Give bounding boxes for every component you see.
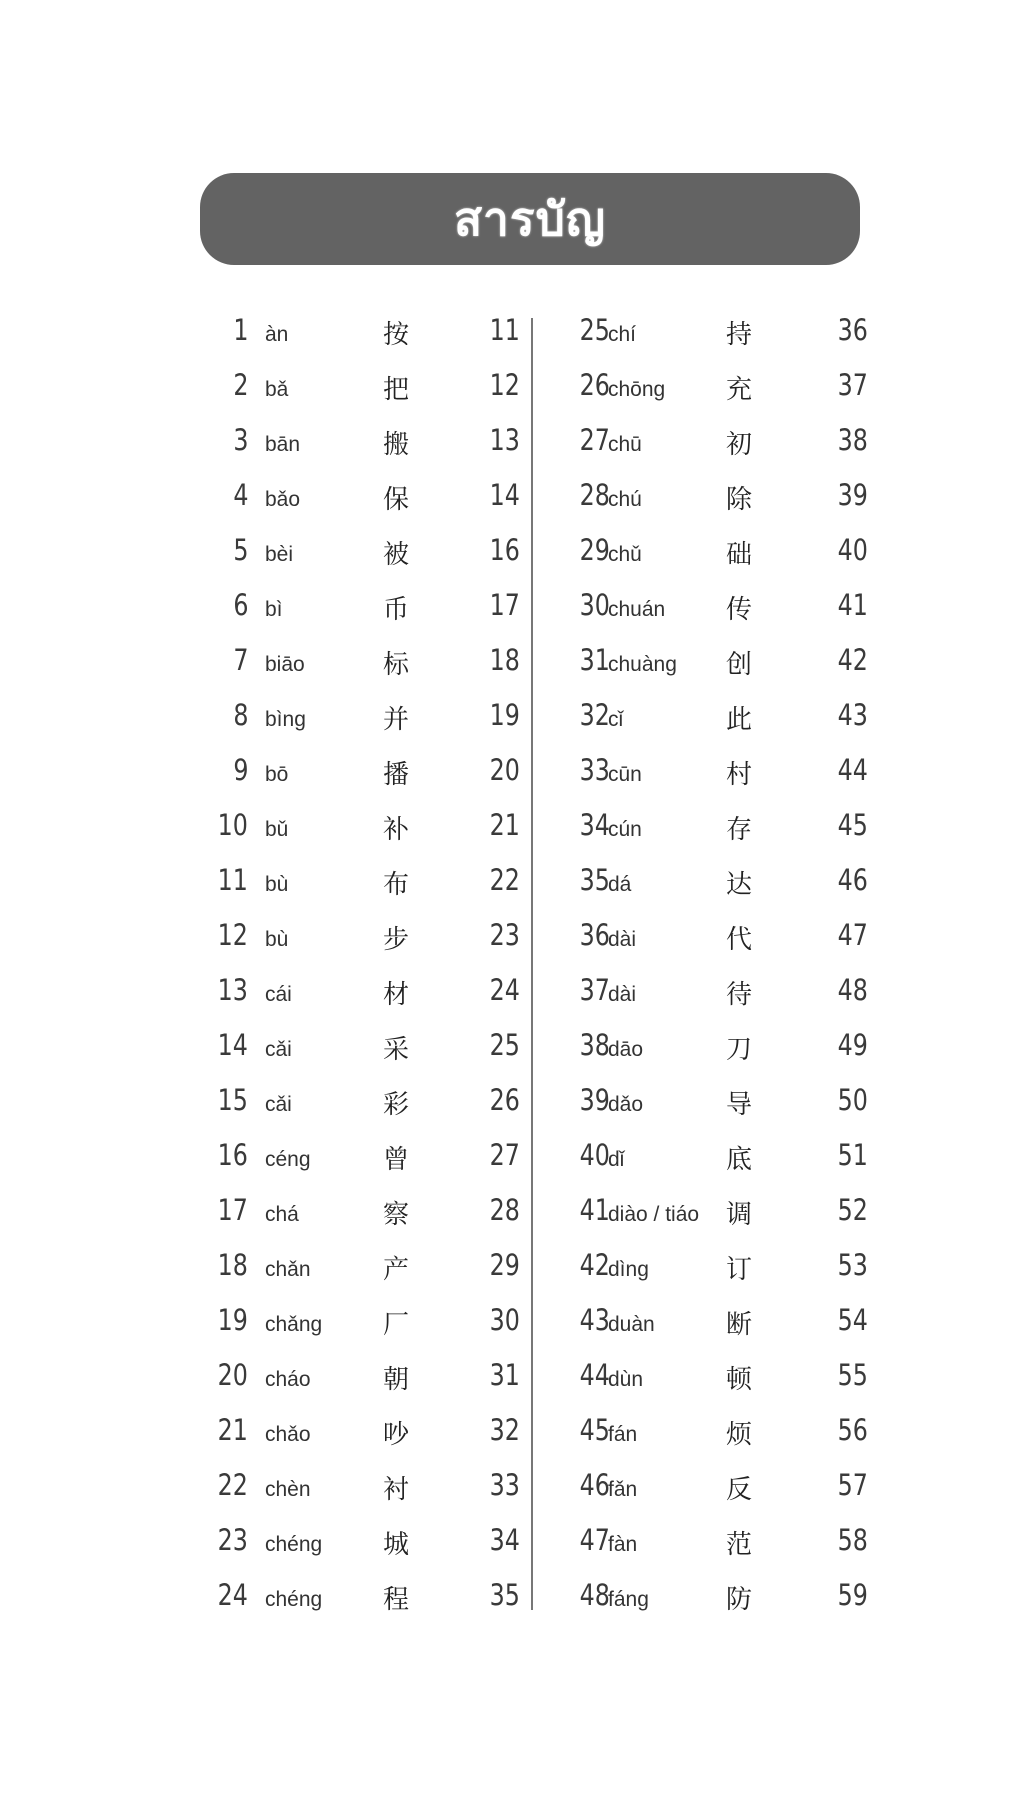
entry-page-number: 23 bbox=[489, 918, 520, 952]
toc-entry[interactable] bbox=[200, 1130, 520, 1185]
entry-character: 持 bbox=[726, 320, 753, 350]
entry-page-number: 12 bbox=[489, 368, 520, 402]
entry-number: 43 bbox=[579, 1303, 610, 1337]
entry-pinyin: cháo bbox=[265, 1368, 311, 1391]
entry-character: 城 bbox=[383, 1530, 410, 1560]
entry-character: 调 bbox=[726, 1200, 753, 1230]
entry-pinyin: chéng bbox=[265, 1533, 323, 1556]
entry-page-number: 57 bbox=[837, 1468, 868, 1502]
entry-pinyin: chǎng bbox=[265, 1313, 323, 1336]
entry-number: 40 bbox=[579, 1138, 610, 1172]
entry-pinyin: chǎo bbox=[265, 1423, 311, 1446]
entry-pinyin: dǐ bbox=[608, 1148, 625, 1171]
entry-character: 达 bbox=[726, 870, 753, 900]
entry-page-number: 26 bbox=[489, 1083, 520, 1117]
toc-entry[interactable] bbox=[548, 1295, 868, 1350]
entry-page-number: 33 bbox=[489, 1468, 520, 1502]
entry-character: 币 bbox=[383, 595, 410, 625]
entry-pinyin: cǎi bbox=[265, 1038, 292, 1061]
entry-number: 22 bbox=[217, 1468, 248, 1502]
entry-number: 42 bbox=[579, 1248, 610, 1282]
entry-number: 24 bbox=[217, 1578, 248, 1612]
entry-number: 5 bbox=[232, 533, 248, 567]
entry-character: 厂 bbox=[383, 1310, 410, 1340]
entry-page-number: 49 bbox=[837, 1028, 868, 1062]
toc-entry[interactable] bbox=[548, 1185, 868, 1240]
entry-pinyin: dùn bbox=[608, 1368, 644, 1391]
toc-entry[interactable] bbox=[200, 910, 520, 965]
entry-number: 6 bbox=[232, 588, 248, 622]
entry-character: 初 bbox=[726, 430, 753, 460]
entry-page-number: 13 bbox=[489, 423, 520, 457]
entry-character: 创 bbox=[726, 650, 753, 680]
entry-pinyin: dá bbox=[608, 873, 632, 896]
toc-entry[interactable] bbox=[548, 1075, 868, 1130]
entry-page-number: 17 bbox=[489, 588, 520, 622]
entry-number: 37 bbox=[579, 973, 610, 1007]
toc-entry[interactable] bbox=[548, 1350, 868, 1405]
entry-page-number: 55 bbox=[837, 1358, 868, 1392]
toc-entry[interactable] bbox=[200, 855, 520, 910]
entry-page-number: 46 bbox=[837, 863, 868, 897]
entry-character: 曾 bbox=[383, 1145, 410, 1175]
entry-number: 9 bbox=[232, 753, 248, 787]
entry-pinyin: fǎn bbox=[608, 1478, 638, 1501]
entry-character: 除 bbox=[726, 485, 753, 515]
toc-entry[interactable] bbox=[548, 1240, 868, 1295]
entry-page-number: 35 bbox=[489, 1578, 520, 1612]
entry-pinyin: dāo bbox=[608, 1038, 644, 1061]
entry-pinyin: chǎn bbox=[265, 1258, 311, 1281]
entry-number: 21 bbox=[217, 1413, 248, 1447]
entry-pinyin: fàn bbox=[608, 1533, 638, 1556]
entry-pinyin: dài bbox=[608, 983, 637, 1006]
entry-page-number: 14 bbox=[489, 478, 520, 512]
entry-character: 并 bbox=[383, 705, 410, 735]
toc-entry[interactable] bbox=[548, 1405, 868, 1460]
entry-number: 16 bbox=[217, 1138, 248, 1172]
entry-number: 48 bbox=[579, 1578, 610, 1612]
entry-character: 产 bbox=[383, 1255, 410, 1285]
toc-entry[interactable] bbox=[200, 415, 520, 470]
entry-page-number: 31 bbox=[489, 1358, 520, 1392]
entry-page-number: 29 bbox=[489, 1248, 520, 1282]
entry-character: 采 bbox=[383, 1035, 410, 1065]
toc-entry[interactable] bbox=[200, 305, 520, 360]
entry-page-number: 40 bbox=[837, 533, 868, 567]
entry-page-number: 20 bbox=[489, 753, 520, 787]
entry-page-number: 52 bbox=[837, 1193, 868, 1227]
entry-number: 8 bbox=[232, 698, 248, 732]
toc-entry[interactable] bbox=[548, 1460, 868, 1515]
entry-number: 47 bbox=[579, 1523, 610, 1557]
entry-pinyin: chá bbox=[265, 1203, 299, 1226]
entry-character: 导 bbox=[726, 1090, 753, 1120]
entry-character: 吵 bbox=[383, 1420, 410, 1450]
toc-entry[interactable] bbox=[200, 1240, 520, 1295]
entry-page-number: 22 bbox=[489, 863, 520, 897]
entry-page-number: 39 bbox=[837, 478, 868, 512]
toc-entry[interactable] bbox=[200, 1075, 520, 1130]
entry-pinyin: bì bbox=[265, 598, 283, 621]
entry-character: 搬 bbox=[383, 430, 410, 460]
entry-character: 断 bbox=[726, 1310, 753, 1340]
entry-number: 26 bbox=[579, 368, 610, 402]
entry-number: 31 bbox=[579, 643, 610, 677]
toc-entry[interactable] bbox=[200, 965, 520, 1020]
toc-entry[interactable] bbox=[200, 580, 520, 635]
entry-character: 顿 bbox=[726, 1365, 753, 1395]
entry-page-number: 32 bbox=[489, 1413, 520, 1447]
entry-number: 1 bbox=[232, 313, 248, 347]
toc-entry[interactable] bbox=[200, 360, 520, 415]
entry-number: 35 bbox=[579, 863, 610, 897]
entry-pinyin: bèi bbox=[265, 543, 294, 566]
entry-character: 按 bbox=[383, 320, 410, 350]
entry-number: 32 bbox=[579, 698, 610, 732]
entry-pinyin: cǎi bbox=[265, 1093, 292, 1116]
entry-pinyin: chuán bbox=[608, 598, 666, 621]
toc-entry[interactable] bbox=[548, 965, 868, 1020]
entry-pinyin: dǎo bbox=[608, 1093, 644, 1116]
toc-entry[interactable] bbox=[200, 745, 520, 800]
toc-entry[interactable] bbox=[548, 745, 868, 800]
entry-character: 被 bbox=[383, 540, 410, 570]
column-divider bbox=[531, 318, 533, 1610]
entry-character: 代 bbox=[726, 925, 753, 955]
entry-page-number: 34 bbox=[489, 1523, 520, 1557]
entry-character: 察 bbox=[383, 1200, 410, 1230]
entry-page-number: 24 bbox=[489, 973, 520, 1007]
entry-page-number: 50 bbox=[837, 1083, 868, 1117]
entry-character: 朝 bbox=[383, 1365, 410, 1395]
entry-page-number: 42 bbox=[837, 643, 868, 677]
toc-left-column bbox=[200, 305, 520, 1625]
toc-right-column bbox=[548, 305, 868, 1625]
entry-character: 保 bbox=[383, 485, 410, 515]
entry-number: 18 bbox=[217, 1248, 248, 1282]
entry-character: 底 bbox=[726, 1145, 753, 1175]
entry-pinyin: chéng bbox=[265, 1588, 323, 1611]
entry-pinyin: bǎ bbox=[265, 378, 289, 401]
entry-pinyin: chǔ bbox=[608, 543, 642, 566]
entry-character: 烦 bbox=[726, 1420, 753, 1450]
entry-number: 30 bbox=[579, 588, 610, 622]
entry-character: 刀 bbox=[726, 1035, 753, 1065]
entry-character: 防 bbox=[726, 1585, 753, 1615]
entry-page-number: 36 bbox=[837, 313, 868, 347]
entry-pinyin: bǎo bbox=[265, 488, 301, 511]
entry-number: 39 bbox=[579, 1083, 610, 1117]
entry-character: 传 bbox=[726, 595, 753, 625]
toc-entry[interactable] bbox=[548, 690, 868, 745]
toc-entry[interactable] bbox=[548, 800, 868, 855]
entry-pinyin: dài bbox=[608, 928, 637, 951]
entry-page-number: 19 bbox=[489, 698, 520, 732]
entry-character: 衬 bbox=[383, 1475, 410, 1505]
entry-pinyin: bō bbox=[265, 763, 289, 786]
entry-pinyin: chuàng bbox=[608, 653, 677, 676]
entry-page-number: 21 bbox=[489, 808, 520, 842]
entry-page-number: 11 bbox=[489, 313, 520, 347]
entry-page-number: 27 bbox=[489, 1138, 520, 1172]
entry-page-number: 54 bbox=[837, 1303, 868, 1337]
toc-entry[interactable] bbox=[200, 690, 520, 745]
entry-character: 村 bbox=[726, 760, 753, 790]
entry-number: 33 bbox=[579, 753, 610, 787]
toc-entry[interactable] bbox=[548, 1020, 868, 1075]
entry-number: 36 bbox=[579, 918, 610, 952]
entry-pinyin: diào / tiáo bbox=[608, 1203, 700, 1226]
entry-number: 13 bbox=[217, 973, 248, 1007]
entry-pinyin: bìng bbox=[265, 708, 306, 731]
entry-number: 34 bbox=[579, 808, 610, 842]
entry-number: 3 bbox=[232, 423, 248, 457]
toc-entry[interactable] bbox=[200, 1405, 520, 1460]
entry-character: 材 bbox=[383, 980, 410, 1010]
entry-page-number: 37 bbox=[837, 368, 868, 402]
entry-character: 充 bbox=[726, 375, 753, 405]
entry-number: 19 bbox=[217, 1303, 248, 1337]
entry-pinyin: chèn bbox=[265, 1478, 311, 1501]
toc-entry[interactable] bbox=[548, 525, 868, 580]
toc-entry[interactable] bbox=[200, 1185, 520, 1240]
entry-pinyin: chú bbox=[608, 488, 642, 511]
entry-character: 步 bbox=[383, 925, 410, 955]
entry-character: 布 bbox=[383, 870, 410, 900]
entry-pinyin: cūn bbox=[608, 763, 642, 786]
entry-number: 12 bbox=[217, 918, 248, 952]
entry-number: 44 bbox=[579, 1358, 610, 1392]
entry-character: 待 bbox=[726, 980, 753, 1010]
page-title: สารบัญ bbox=[453, 191, 606, 246]
toc-entry[interactable] bbox=[548, 1515, 868, 1570]
entry-character: 播 bbox=[383, 760, 410, 790]
entry-number: 10 bbox=[217, 808, 248, 842]
toc-entry[interactable] bbox=[200, 470, 520, 525]
entry-page-number: 45 bbox=[837, 808, 868, 842]
entry-page-number: 58 bbox=[837, 1523, 868, 1557]
entry-number: 4 bbox=[232, 478, 248, 512]
entry-character: 彩 bbox=[383, 1090, 410, 1120]
entry-number: 38 bbox=[579, 1028, 610, 1062]
toc-entry[interactable] bbox=[200, 635, 520, 690]
toc-entry[interactable] bbox=[200, 1295, 520, 1350]
entry-page-number: 43 bbox=[837, 698, 868, 732]
toc-entry[interactable] bbox=[548, 1570, 868, 1625]
entry-number: 15 bbox=[217, 1083, 248, 1117]
entry-number: 20 bbox=[217, 1358, 248, 1392]
entry-page-number: 44 bbox=[837, 753, 868, 787]
entry-number: 29 bbox=[579, 533, 610, 567]
entry-pinyin: céng bbox=[265, 1148, 311, 1171]
entry-pinyin: cǐ bbox=[608, 708, 624, 731]
entry-page-number: 48 bbox=[837, 973, 868, 1007]
entry-pinyin: bǔ bbox=[265, 818, 289, 841]
entry-character: 范 bbox=[726, 1530, 753, 1560]
entry-character: 标 bbox=[383, 650, 410, 680]
toc-entry[interactable] bbox=[548, 1130, 868, 1185]
entry-number: 25 bbox=[579, 313, 610, 347]
toc-entry[interactable] bbox=[200, 800, 520, 855]
entry-pinyin: chí bbox=[608, 323, 637, 346]
entry-page-number: 53 bbox=[837, 1248, 868, 1282]
toc-entry[interactable] bbox=[200, 525, 520, 580]
entry-number: 14 bbox=[217, 1028, 248, 1062]
entry-page-number: 56 bbox=[837, 1413, 868, 1447]
entry-pinyin: biāo bbox=[265, 653, 305, 676]
entry-character: 存 bbox=[726, 815, 753, 845]
entry-pinyin: fáng bbox=[608, 1588, 649, 1611]
toc-entry[interactable] bbox=[548, 910, 868, 965]
entry-number: 23 bbox=[217, 1523, 248, 1557]
entry-character: 补 bbox=[383, 815, 410, 845]
toc-entry[interactable] bbox=[548, 580, 868, 635]
entry-page-number: 25 bbox=[489, 1028, 520, 1062]
entry-pinyin: cái bbox=[265, 983, 292, 1006]
toc-entry[interactable] bbox=[200, 1570, 520, 1625]
entry-number: 46 bbox=[579, 1468, 610, 1502]
toc-entry[interactable] bbox=[548, 415, 868, 470]
entry-pinyin: duàn bbox=[608, 1313, 655, 1336]
entry-number: 27 bbox=[579, 423, 610, 457]
entry-character: 把 bbox=[383, 375, 410, 405]
toc-entry[interactable] bbox=[200, 1350, 520, 1405]
toc-entry[interactable] bbox=[200, 1460, 520, 1515]
entry-pinyin: cún bbox=[608, 818, 642, 841]
entry-page-number: 18 bbox=[489, 643, 520, 677]
toc-entry[interactable] bbox=[548, 360, 868, 415]
entry-pinyin: chū bbox=[608, 433, 642, 456]
entry-character: 此 bbox=[726, 705, 753, 735]
entry-number: 41 bbox=[579, 1193, 610, 1227]
entry-pinyin: bān bbox=[265, 433, 301, 456]
toc-entry[interactable] bbox=[548, 470, 868, 525]
entry-character: 程 bbox=[383, 1585, 410, 1615]
entry-number: 17 bbox=[217, 1193, 248, 1227]
entry-number: 7 bbox=[232, 643, 248, 677]
entry-page-number: 30 bbox=[489, 1303, 520, 1337]
entry-character: 反 bbox=[726, 1475, 753, 1505]
entry-page-number: 16 bbox=[489, 533, 520, 567]
entry-character: 订 bbox=[726, 1255, 753, 1285]
entry-page-number: 59 bbox=[837, 1578, 868, 1612]
entry-number: 45 bbox=[579, 1413, 610, 1447]
entry-pinyin: àn bbox=[265, 323, 289, 346]
entry-character: 础 bbox=[726, 540, 753, 570]
entry-pinyin: bù bbox=[265, 873, 289, 896]
title-banner bbox=[200, 173, 860, 265]
entry-pinyin: fán bbox=[608, 1423, 638, 1446]
entry-pinyin: dìng bbox=[608, 1258, 649, 1281]
entry-number: 28 bbox=[579, 478, 610, 512]
entry-page-number: 38 bbox=[837, 423, 868, 457]
toc-entry[interactable] bbox=[548, 855, 868, 910]
entry-number: 2 bbox=[232, 368, 248, 402]
entry-page-number: 28 bbox=[489, 1193, 520, 1227]
entry-pinyin: chōng bbox=[608, 378, 666, 401]
toc-entry[interactable] bbox=[200, 1020, 520, 1075]
entry-page-number: 51 bbox=[837, 1138, 868, 1172]
entry-pinyin: bù bbox=[265, 928, 289, 951]
toc-entry[interactable] bbox=[548, 635, 868, 690]
toc-entry[interactable] bbox=[200, 1515, 520, 1570]
entry-page-number: 47 bbox=[837, 918, 868, 952]
entry-number: 11 bbox=[217, 863, 248, 897]
entry-page-number: 41 bbox=[837, 588, 868, 622]
toc-entry[interactable] bbox=[548, 305, 868, 360]
